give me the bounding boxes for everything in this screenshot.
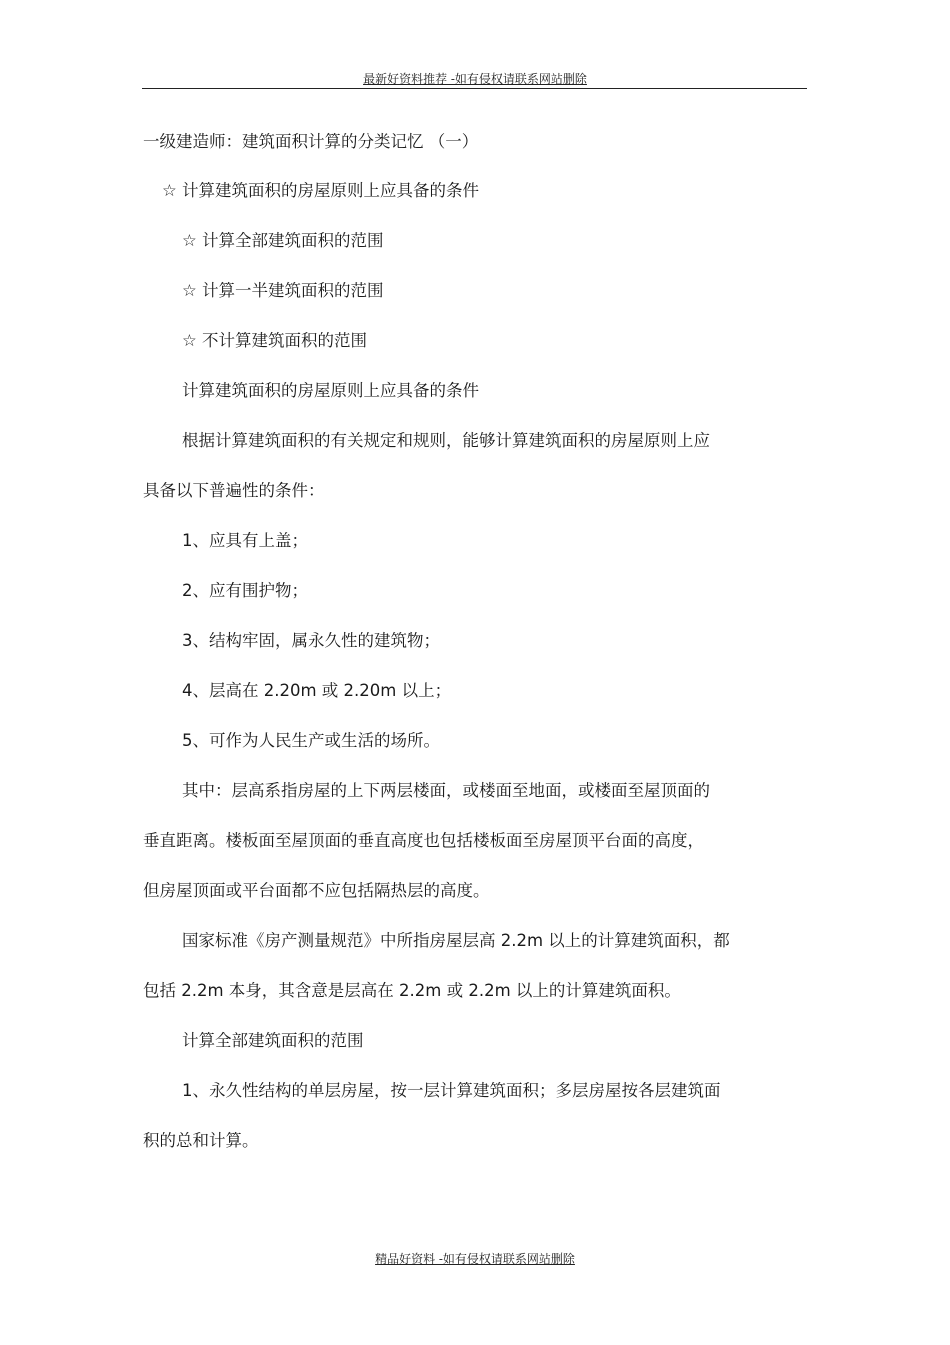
list-item: 2、应有围护物； (182, 581, 308, 600)
paragraph-line: 积的总和计算。 (143, 1131, 259, 1150)
paragraph-line: 国家标准《房产测量规范》中所指房屋层高 2.2m 以上的计算建筑面积，都 (182, 931, 730, 950)
paragraph-line: 其中：层高系指房屋的上下两层楼面，或楼面至地面，或楼面至屋顶面的 (182, 781, 710, 800)
paragraph-line: 包括 2.2m 本身，其含意是层高在 2.2m 或 2.2m 以上的计算建筑面积。 (143, 981, 681, 1000)
footer-text: 精品好资料 -如有侵权请联系网站删除 (375, 1252, 575, 1266)
list-item: 3、结构牢固，属永久性的建筑物； (182, 631, 440, 650)
outline-item: ☆ 计算建筑面积的房屋原则上应具备的条件 (162, 181, 480, 200)
page-footer (0, 1250, 950, 1267)
paragraph-line: 垂直距离。楼板面至屋顶面的垂直高度也包括楼板面至房屋顶平台面的高度， (143, 831, 704, 850)
header-text: 最新好资料推荐 -如有侵权请联系网站删除 (363, 72, 587, 86)
paragraph-line: 具备以下普遍性的条件： (143, 481, 325, 500)
list-item: 1、应具有上盖； (182, 531, 308, 550)
paragraph-line: 1、永久性结构的单层房屋，按一层计算建筑面积；多层房屋按各层建筑面 (182, 1081, 721, 1100)
section-heading: 计算建筑面积的房屋原则上应具备的条件 (182, 381, 479, 400)
page-header (0, 70, 950, 87)
paragraph-line: 根据计算建筑面积的有关规定和规则，能够计算建筑面积的房屋原则上应 (182, 431, 710, 450)
outline-item: ☆ 不计算建筑面积的范围 (182, 331, 368, 350)
document-title: 一级建造师：建筑面积计算的分类记忆 （一） (143, 132, 479, 151)
outline-item: ☆ 计算全部建筑面积的范围 (182, 231, 384, 250)
paragraph-line: 但房屋顶面或平台面都不应包括隔热层的高度。 (143, 881, 490, 900)
outline-item: ☆ 计算一半建筑面积的范围 (182, 281, 384, 300)
section-heading: 计算全部建筑面积的范围 (182, 1031, 364, 1050)
list-item: 4、层高在 2.20m 或 2.20m 以上； (182, 681, 452, 700)
header-rule (142, 88, 807, 89)
list-item: 5、可作为人民生产或生活的场所。 (182, 731, 440, 750)
